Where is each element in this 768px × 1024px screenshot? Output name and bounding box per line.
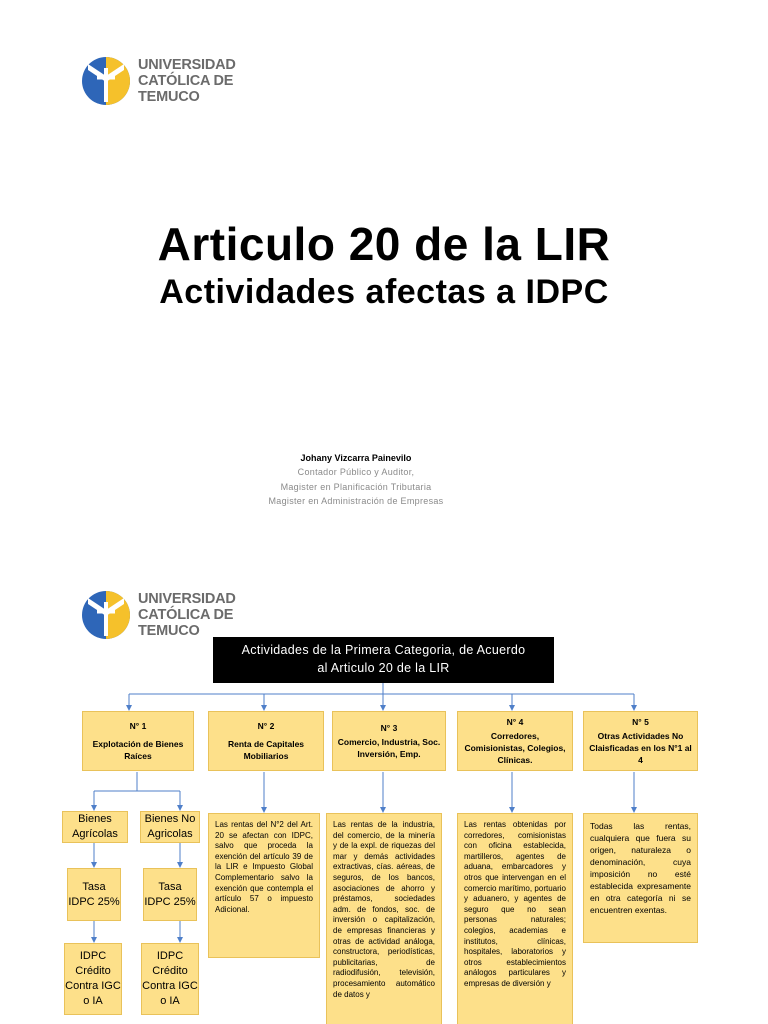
author-role: Contador Público y Auditor, bbox=[297, 467, 415, 477]
description-box-2: Las rentas del N°2 del Art. 20 se afectan con IDPC, salvo que proceda la exención del artículo 39 de la LIR e Impuesto Global Complementario salvo la exención que contempla el artículo 57 o impuesto Adicional. bbox=[208, 813, 320, 958]
author-role: Magister en Planificación Tributaria bbox=[280, 481, 432, 492]
category-number: N° 2 bbox=[257, 721, 275, 731]
author-name: Johany Vizcarra Painevilo bbox=[300, 453, 412, 463]
category-label: Renta de Capitales Mobiliarios bbox=[227, 739, 305, 761]
bienes-agricolas-box: Bienes Agrícolas bbox=[62, 811, 128, 843]
description-box-4: Las rentas obtenidas por corredores, comisionistas con oficina establecida, martilleros, agentes de aduana, embarcadores y otros que intervengan en el comercio marítimo, portuario y aduanero, y agentes de seguro que no sean personas naturales; colegios, academias e institutos, clínicas, hospitales, laboratorios y otros establecimientos análogos particulares y empresas de diversión y bbox=[457, 813, 573, 1024]
university-crest-icon bbox=[80, 54, 132, 108]
diagram-slide bbox=[0, 560, 768, 1024]
category-number: N° 5 bbox=[632, 717, 649, 727]
category-box-3 bbox=[332, 711, 446, 771]
category-box-4 bbox=[457, 711, 573, 771]
category-box-2 bbox=[208, 711, 324, 771]
category-number: N° 1 bbox=[129, 721, 147, 731]
category-number: N° 4 bbox=[506, 717, 524, 727]
university-name bbox=[138, 57, 236, 105]
tasa-idpc-box: Tasa IDPC 25% bbox=[143, 868, 197, 921]
tasa-idpc-box: Tasa IDPC 25% bbox=[67, 868, 121, 921]
logo-line-2: CATÓLICA DE bbox=[138, 607, 234, 623]
category-label: Comercio, Industria, Soc. Inversión, Emp. bbox=[337, 737, 441, 759]
category-box-5 bbox=[583, 711, 698, 771]
logo-line-2: CATÓLICA DE bbox=[138, 73, 234, 89]
description-box-5: Todas las rentas, cualquiera que fuera su origen, naturaleza o denominación, cuya imposición no esté establecida expresamente en otra categoría ni se encuentren exentas. bbox=[583, 813, 698, 943]
university-logo bbox=[80, 54, 236, 108]
author-role: Magister en Administración de Empresas bbox=[268, 496, 444, 506]
header-line: al Articulo 20 de la LIR bbox=[317, 661, 450, 675]
slide-title: Articulo 20 de la LIR bbox=[157, 218, 611, 270]
category-label: Explotación de Bienes Raíces bbox=[92, 739, 184, 761]
bienes-no-agricolas-box: Bienes No Agricolas bbox=[140, 811, 200, 843]
category-box-1 bbox=[82, 711, 194, 771]
logo-line-3: TEMUCO bbox=[138, 89, 200, 105]
category-label: Otras Actividades No Claisficadas en los N°1 al 4 bbox=[589, 731, 692, 765]
idpc-credito-box: IDPC Crédito Contra IGC o IA bbox=[141, 943, 199, 1015]
logo-line-3: TEMUCO bbox=[138, 623, 200, 639]
category-number: N° 3 bbox=[380, 723, 398, 733]
header-line: Actividades de la Primera Categoria, de Acuerdo bbox=[241, 643, 526, 657]
description-box-3: Las rentas de la industria, del comercio, de la minería y de la expl. de riquezas del mar y demás actividades extractivas, cías. aéreas, de seguros, de los bancos, asociaciones de ahorro y préstamos, sociedades adm. de fondos, soc. de inversión o capitalización, de empresas financieras y otras de actividad análoga, constructora, periodísticas, publicitarias, de radiodifusión, televisión, procesamiento automático de datos y bbox=[326, 813, 442, 1024]
author-block bbox=[0, 451, 712, 509]
slide-subtitle: Actividades afectas a IDPC bbox=[159, 273, 609, 311]
logo-line-1: UNIVERSIDAD bbox=[138, 591, 236, 607]
category-label: Corredores, Comisionistas, Colegios, Clínicas. bbox=[464, 731, 566, 765]
idpc-credito-box: IDPC Crédito Contra IGC o IA bbox=[64, 943, 122, 1015]
logo-line-1: UNIVERSIDAD bbox=[138, 57, 236, 73]
